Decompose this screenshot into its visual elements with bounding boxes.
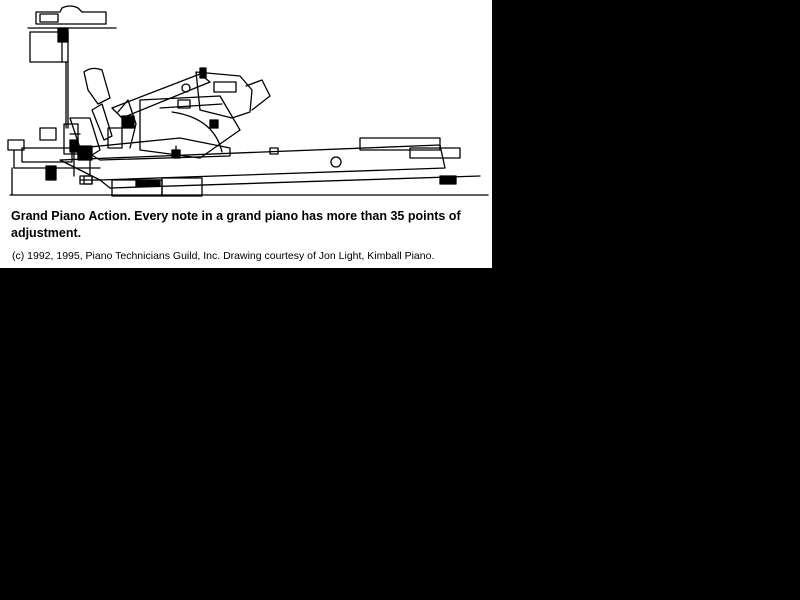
figure-credit: (c) 1992, 1995, Piano Technicians Guild, Inc. Drawing courtesy of Jon Light, Kimball Piano.: [12, 250, 435, 262]
figure-panel: [0, 0, 492, 268]
damper-wire: [62, 32, 68, 128]
figure-caption: Grand Piano Action. Every note in a grand piano has more than 35 points of adjustment.: [11, 209, 461, 240]
damper-head: [28, 6, 116, 62]
piano-action-drawing: [0, 0, 492, 205]
